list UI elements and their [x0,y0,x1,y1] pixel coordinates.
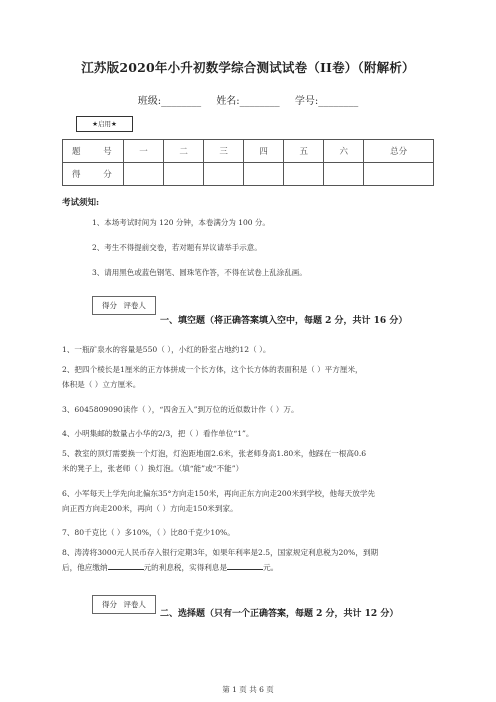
question-line: 5、教室的顶灯需要换一个灯泡，灯泡距地面2.6米，张老师身高1.80米，他踩在一根高0.6 [62,449,367,458]
grader-box [92,296,156,315]
student-info-line [0,92,496,107]
score-table [62,139,434,186]
class-field[interactable]: 班级:________ [137,96,202,107]
confidential-stamp: ★启用★ [76,116,133,132]
score-cell-total[interactable] [364,163,434,186]
number-field[interactable]: 学号:________ [294,96,359,107]
score-cell-5[interactable] [284,163,324,186]
column-6: 六 [324,140,364,163]
question-1 [62,342,434,357]
answer-blank[interactable] [227,561,263,570]
score-cell-1[interactable] [124,163,164,186]
question-6 [62,486,434,516]
question-line: 体积是（ ）立方厘米。 [62,380,141,389]
score-table-score-row [63,163,434,186]
question-line: 米的凳子上，张老师（ ）换灯泡。（填“能”或“不能”） [62,464,244,473]
note-item: 2、考生不得提前交卷，若对题有异议请举手示意。 [92,243,262,252]
grader-score-label: 得分 [102,600,118,609]
name-field[interactable]: 姓名:________ [216,96,280,107]
question-8 [62,545,434,575]
column-3: 三 [204,140,244,163]
column-1: 一 [124,140,164,163]
score-cell-4[interactable] [244,163,284,186]
page-footer: 第 1 页 共 6 页 [222,685,274,694]
question-line: 1、一瓶矿泉水的容量是550（ ），小红的卧室占地约12（ ）。 [62,345,271,354]
question-line: 向正西方向走200米，再向（ ）方向走150米到家。 [62,504,238,513]
question-number-label: 题 号 [63,140,124,163]
note-item: 1、本场考试时间为 120 分钟，本卷满分为 100 分。 [92,218,270,227]
score-label: 得 分 [63,163,124,186]
section-2-title: 二、选择题（只有一个正确答案，每题 2 分，共计 12 分） [160,609,399,619]
question-2 [62,362,434,392]
column-4: 四 [244,140,284,163]
column-5: 五 [284,140,324,163]
grader-name-label: 评卷人 [123,301,146,310]
question-5 [62,446,434,476]
question-7 [62,525,434,540]
question-text: 元的利息税，实得利息是 [143,563,228,572]
page-title: 江苏版2020年小升初数学综合测试试卷（II卷）（附解析） [81,60,415,75]
question-4 [62,426,434,441]
grader-name-label: 评卷人 [123,600,146,609]
grader-box [92,595,156,614]
question-line: 7、80千克比（ ）多10%，（ ）比80千克少10%。 [62,528,235,537]
question-text: 元。 [263,563,279,572]
answer-blank[interactable] [108,561,144,570]
question-line: 4、小明集邮的数量占小华的2/3，把（ ）看作单位“1”。 [62,429,254,438]
question-3 [62,402,434,417]
question-line: 6、小军每天上学先向北偏东35°方向走150米，再向正东方向走200米到学校，他每天放学先 [62,489,376,498]
score-cell-3[interactable] [204,163,244,186]
score-cell-2[interactable] [164,163,204,186]
column-2: 二 [164,140,204,163]
question-line: 3、6045809090读作（ ），“四舍五入”到万位的近似数计作（ ）万。 [62,405,299,414]
question-text: 后，他应缴纳 [62,563,108,572]
score-table-header-row [63,140,434,163]
grader-score-label: 得分 [102,301,118,310]
question-line [62,560,434,575]
notes-title: 考试须知: [62,198,100,208]
question-line: 8、涛涛将3000元人民币存入银行定期3年，如果年利率是2.5，国家规定利息税为20%，到期 [62,548,379,557]
column-total: 总分 [364,140,434,163]
score-cell-6[interactable] [324,163,364,186]
question-line: 2、把四个棱长是1厘米的正方体拼成一个长方体，这个长方体的表面积是（ ）平方厘米， [62,365,363,374]
section-1-title: 一、填空题（将正确答案填入空中，每题 2 分，共计 16 分） [160,316,408,326]
note-item: 3、请用黑色或蓝色钢笔、圆珠笔作答，不得在试卷上乱涂乱画。 [92,268,307,277]
